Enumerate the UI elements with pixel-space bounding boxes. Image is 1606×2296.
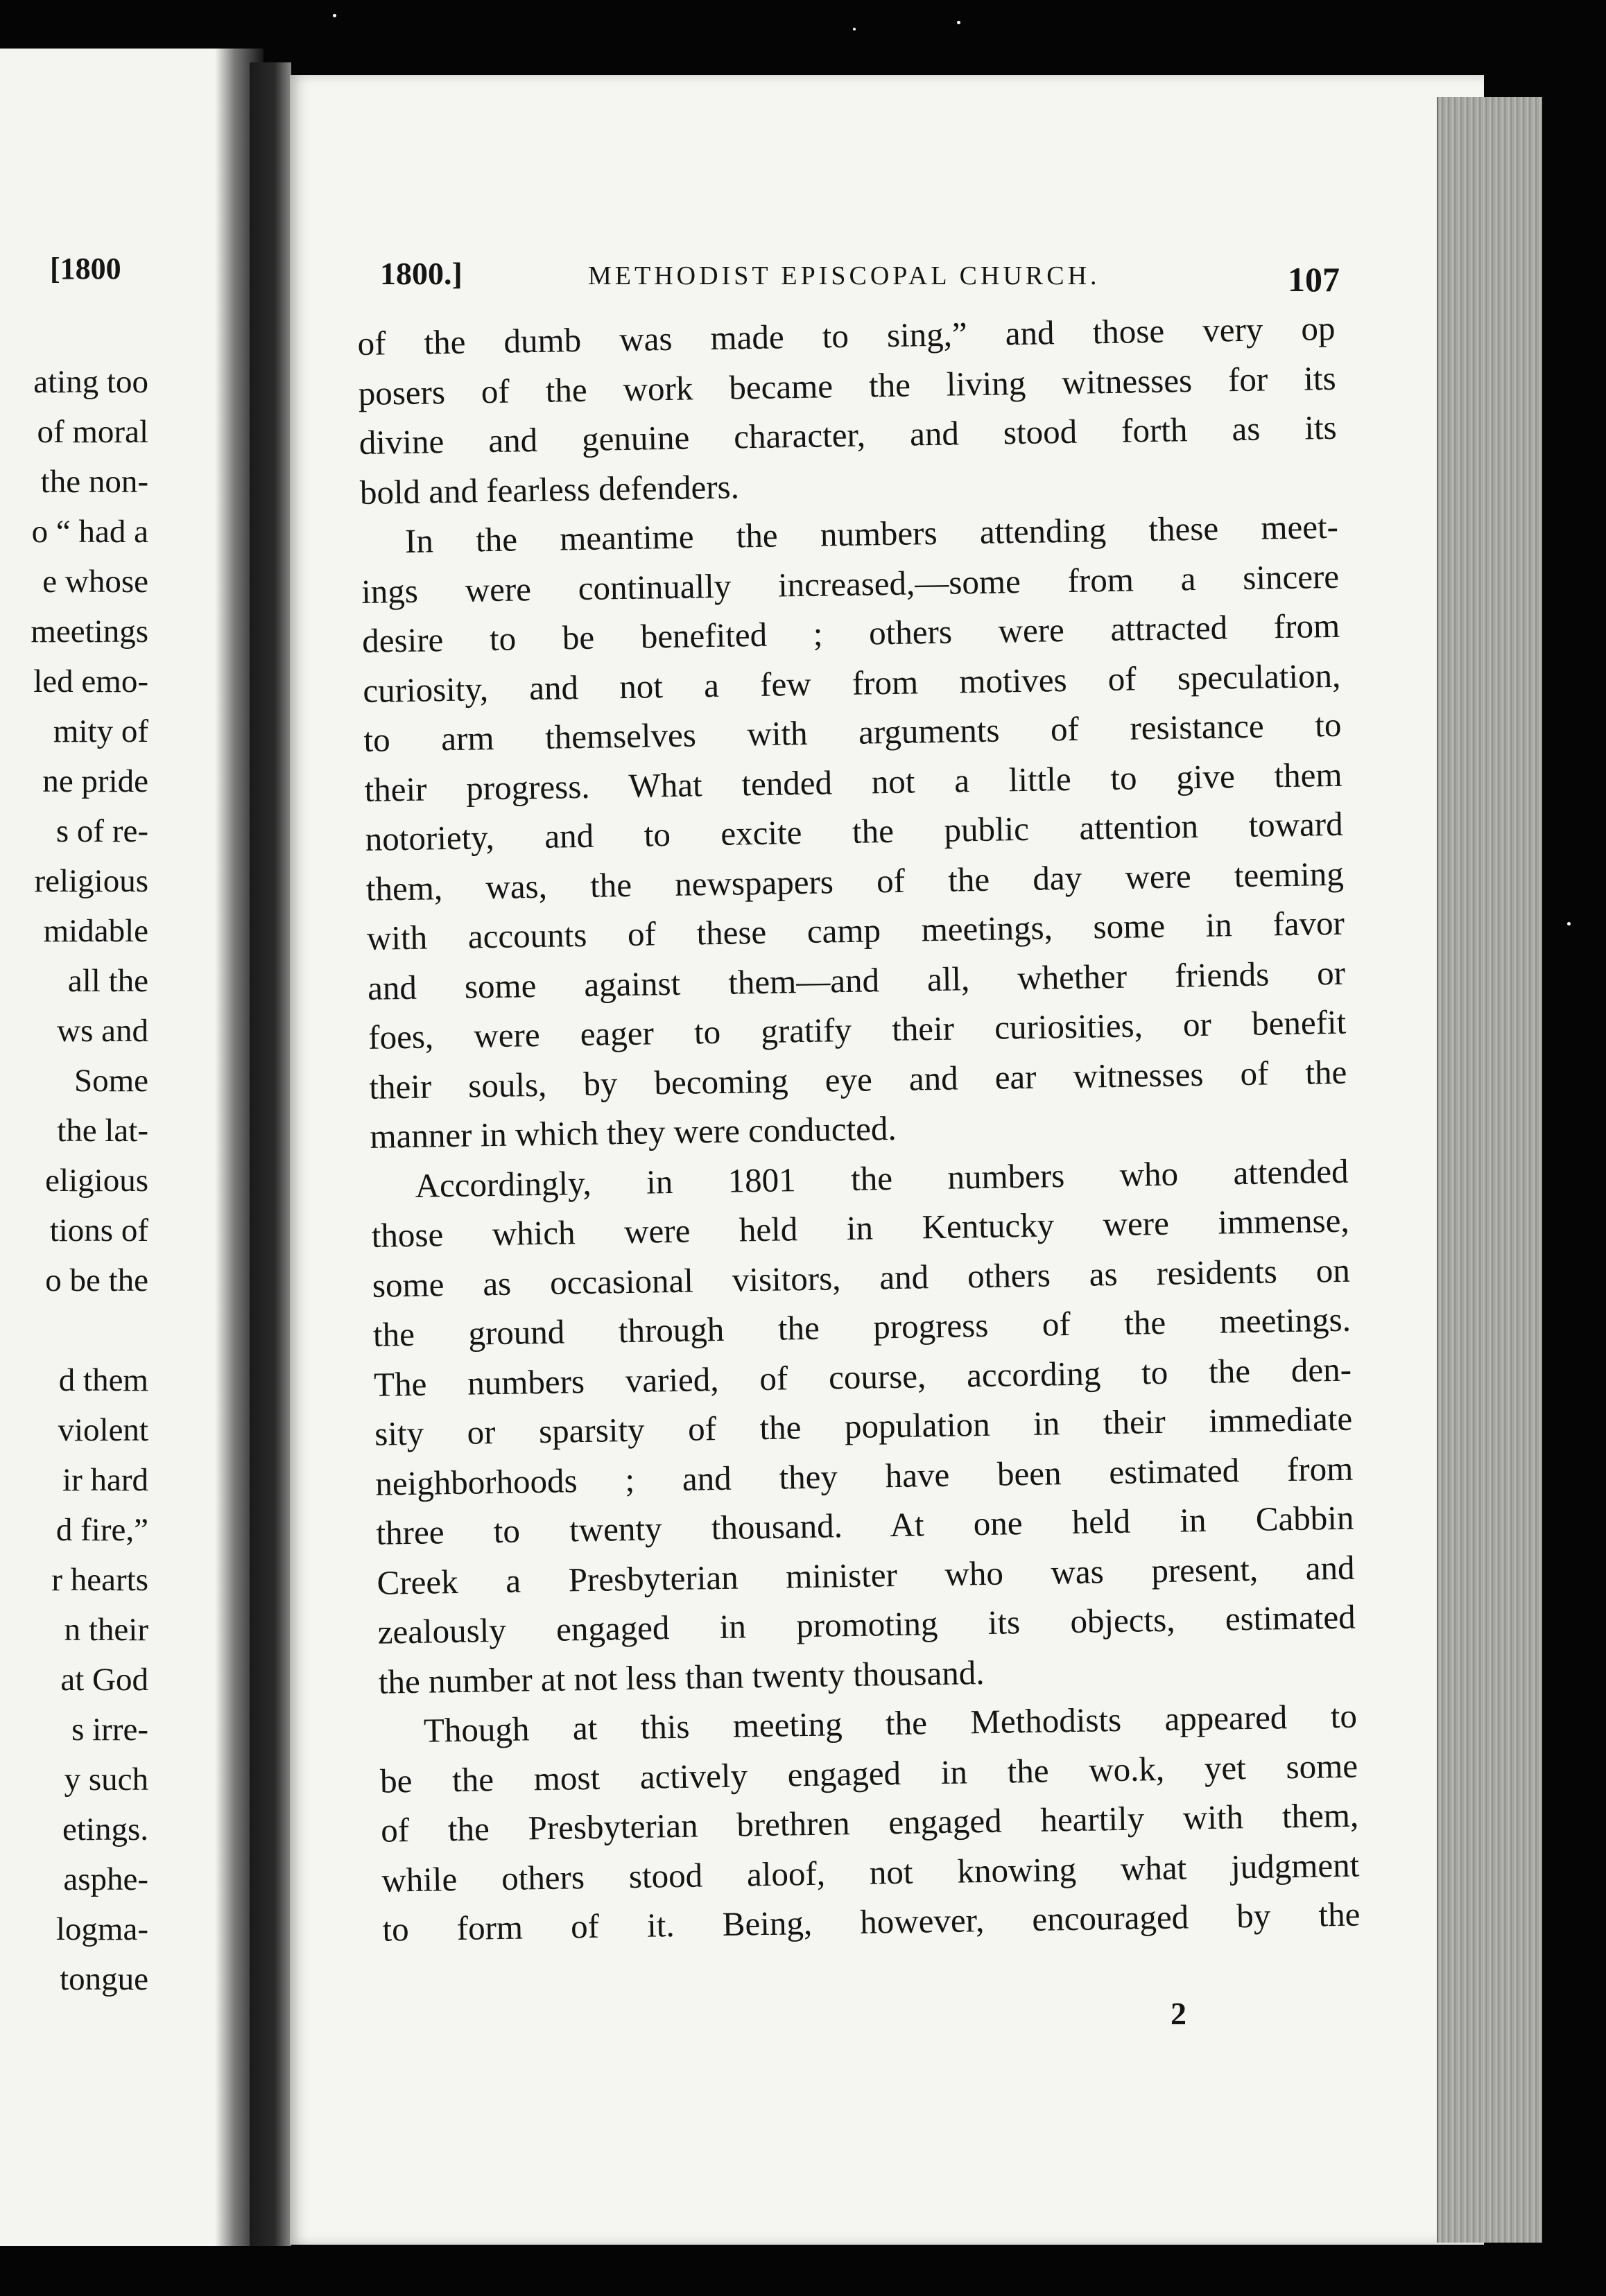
left-text-line: Some bbox=[74, 1063, 148, 1099]
text-line: sity or sparsity of the population in their immediate bbox=[374, 1399, 1353, 1453]
left-text-line: at God bbox=[60, 1662, 148, 1698]
left-text-line: the lat- bbox=[57, 1113, 148, 1149]
text-line: to arm themselves with arguments of resistance to bbox=[363, 705, 1342, 759]
text-line: three to twenty thousand. At one held in Cabbin bbox=[376, 1498, 1354, 1552]
text-line: the ground through the progress of the meetings. bbox=[372, 1300, 1352, 1354]
left-text-line: o “ had a bbox=[31, 514, 148, 550]
text-line: some as occasional visitors, and others as residents on bbox=[372, 1251, 1351, 1305]
text-line: and some against them—and all, whether friends or bbox=[367, 953, 1346, 1007]
text-line: of the dumb was made to sing,” and those very op bbox=[357, 308, 1336, 363]
body-text bbox=[357, 304, 1361, 1954]
left-text-line: of moral bbox=[37, 414, 148, 450]
text-line: bold and fearless defenders. bbox=[359, 467, 740, 512]
running-head bbox=[380, 255, 1351, 297]
left-text-line: ir hard bbox=[62, 1462, 148, 1498]
text-line: their souls, by becoming eye and ear witnesses of the bbox=[368, 1052, 1347, 1106]
left-text-line: meetings bbox=[31, 614, 148, 650]
text-line: them, was, the newspapers of the day were teeming bbox=[365, 854, 1345, 908]
left-text-line: d fire,” bbox=[55, 1512, 148, 1548]
dust-speck bbox=[957, 21, 960, 24]
left-text-line: ne pride bbox=[42, 763, 148, 799]
signature-mark: 2 bbox=[1171, 1996, 1186, 2031]
left-text-line: y such bbox=[64, 1762, 148, 1798]
text-line: notoriety, and to excite the public attention toward bbox=[365, 804, 1344, 858]
left-text-line: mity of bbox=[53, 713, 148, 749]
left-text-line: asphe- bbox=[63, 1861, 148, 1897]
text-line: those which were held in Kentucky were immense, bbox=[371, 1201, 1350, 1255]
left-running-head: [1800 bbox=[50, 252, 121, 286]
left-page bbox=[0, 49, 229, 2246]
text-line: to form of it. Being, however, encouraged by the bbox=[382, 1895, 1361, 1949]
text-line: the number at not less than twenty thousand. bbox=[378, 1653, 985, 1701]
left-text-line: etings. bbox=[62, 1811, 148, 1847]
left-text-line: midable bbox=[43, 913, 148, 949]
running-head-year: 1800.] bbox=[380, 256, 463, 291]
text-line: ings were continually increased,—some from a sincere bbox=[361, 557, 1340, 611]
text-line: desire to be benefited ; others were attracted from bbox=[361, 606, 1340, 660]
text-line: zealously engaged in promoting its objects, estimated bbox=[377, 1597, 1356, 1651]
running-head-title: METHODIST EPISCOPAL CHURCH. bbox=[588, 261, 1100, 290]
dust-speck bbox=[333, 14, 336, 17]
text-line: their progress. What tended not a little to give them bbox=[364, 755, 1342, 809]
left-text-line: tongue bbox=[60, 1961, 148, 1997]
text-line: Accordingly, in 1801 the numbers who attended bbox=[415, 1151, 1349, 1205]
dust-speck bbox=[853, 28, 856, 31]
text-line: neighborhoods ; and they have been estimated from bbox=[374, 1449, 1354, 1503]
left-text-line: logma- bbox=[55, 1911, 148, 1947]
text-line: with accounts of these camp meetings, some in favor bbox=[366, 903, 1345, 957]
book-binding bbox=[250, 62, 291, 2246]
left-text-line: tions of bbox=[49, 1212, 148, 1249]
left-text-line: ws and bbox=[57, 1013, 148, 1049]
text-line: while others stood aloof, not knowing what judgment bbox=[381, 1845, 1360, 1899]
text-line: manner in which they were conducted. bbox=[370, 1108, 897, 1156]
left-text-line: ating too bbox=[33, 364, 148, 400]
left-text-line: e whose bbox=[42, 564, 148, 600]
page-edges bbox=[1437, 97, 1542, 2243]
text-line: curiosity, and not a few from motives of speculation, bbox=[362, 656, 1341, 710]
text-line: Creek a Presbyterian minister who was present, and bbox=[377, 1548, 1355, 1602]
text-line: The numbers varied, of course, according to the den- bbox=[373, 1350, 1352, 1404]
text-line: be the most actively engaged in the wo.k, yet some bbox=[379, 1746, 1358, 1800]
left-text-line: led emo- bbox=[33, 663, 148, 699]
page-number: 107 bbox=[1288, 260, 1340, 299]
text-line: posers of the work became the living witnesses for its bbox=[358, 358, 1336, 412]
left-text-line: r hearts bbox=[51, 1562, 148, 1598]
text-line: of the Presbyterian brethren engaged heartily with them, bbox=[380, 1795, 1359, 1850]
left-text-line: religious bbox=[34, 863, 148, 899]
left-text-line: all the bbox=[67, 963, 148, 999]
left-text-line: eligious bbox=[45, 1163, 148, 1199]
left-text-line: violent bbox=[58, 1412, 148, 1448]
text-line: In the meantime the numbers attending these meet- bbox=[404, 507, 1339, 560]
left-text-line: o be the bbox=[45, 1262, 148, 1298]
left-text-line bbox=[31, 1305, 148, 1355]
left-text-line: d them bbox=[58, 1362, 148, 1398]
left-text-line: n their bbox=[64, 1612, 148, 1648]
left-page-text bbox=[31, 357, 148, 2004]
dust-speck bbox=[1567, 922, 1571, 925]
text-line: foes, were eager to gratify their curiosities, or benefit bbox=[368, 1002, 1347, 1056]
left-text-line: s irre- bbox=[71, 1712, 148, 1748]
left-text-line: the non- bbox=[40, 464, 148, 500]
left-text-line: s of re- bbox=[55, 813, 148, 849]
text-line: Though at this meeting the Methodists appeared to bbox=[423, 1696, 1358, 1750]
text-line: divine and genuine character, and stood forth as its bbox=[359, 408, 1338, 462]
